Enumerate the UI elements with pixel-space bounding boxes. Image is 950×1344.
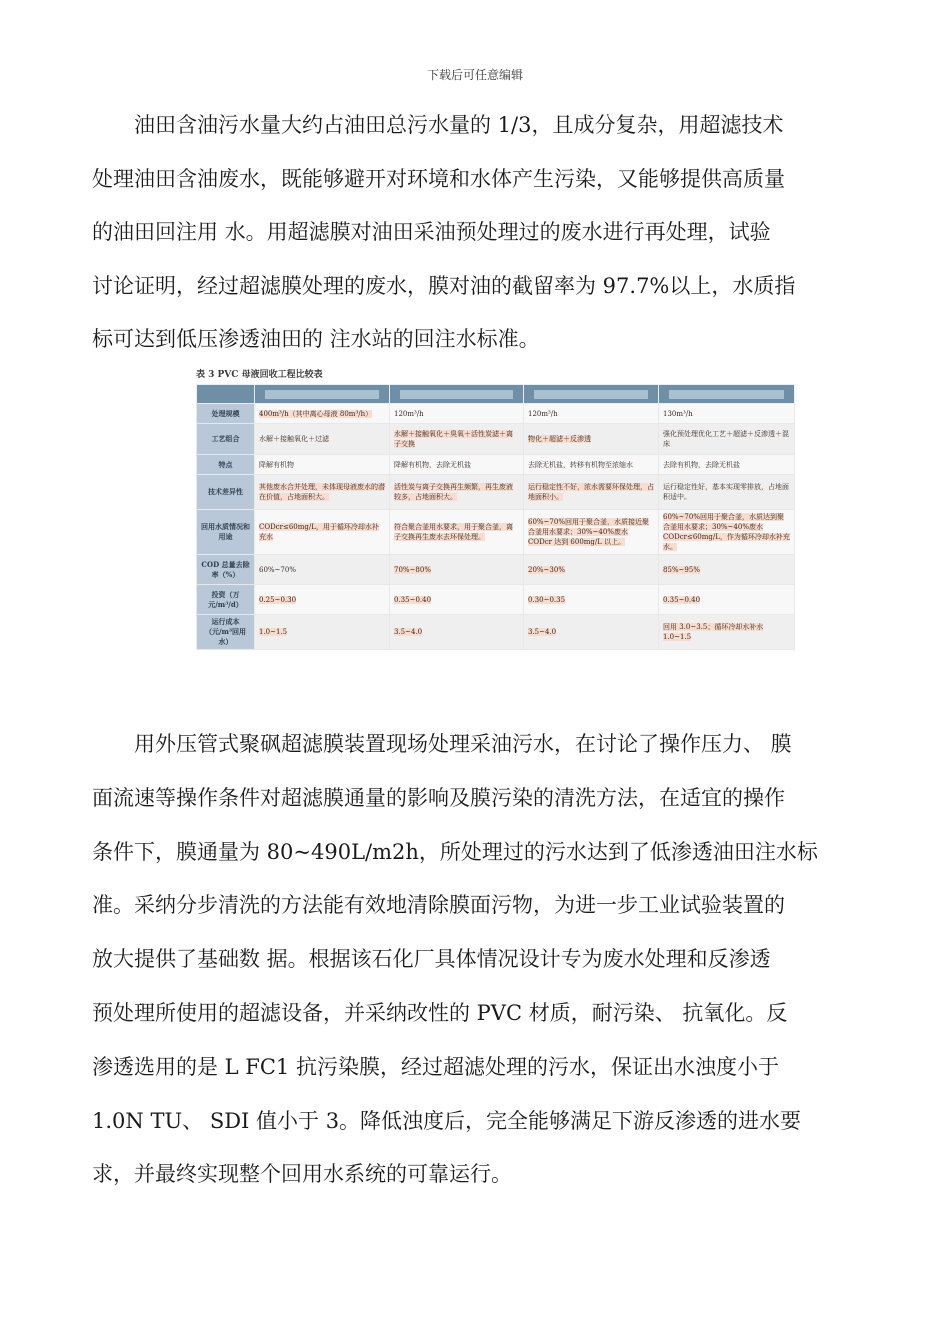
table-cell: 活性炭与离子交换再生频繁，再生废液较多，占地面积大。 <box>390 475 524 510</box>
table-cell: 60%~70%回用于聚合釜，水质达到聚合釜用水要求；30%~40%废水 CODcr≤60mg/L，作为循环冷却水补充水。 <box>659 510 795 555</box>
table-cell: 20%~30% <box>524 555 659 585</box>
table-cell: 85%~95% <box>659 555 795 585</box>
table-cell: 0.35~0.40 <box>390 585 524 615</box>
table-cell: 60%~70% <box>255 555 390 585</box>
table-cell: 符合聚合釜用水要求，用于聚合釜，离子交换再生废水去环保处理。 <box>390 510 524 555</box>
paragraph-line: 预处理所使用的超滤设备，并采纳改性的 PVC 材质，耐污染、 抗氧化。反 <box>92 1000 788 1025</box>
table-cell: 120m³/h <box>524 404 659 424</box>
table-cell: 130m³/h <box>659 404 795 424</box>
table-header-cell <box>659 385 795 404</box>
table-row <box>197 615 795 650</box>
table-cell: 3.5~4.0 <box>390 615 524 650</box>
paragraph-line: 1.0N TU、 SDI 值小于 3。降低浊度后，完全能够满足下游反渗透的进水要 <box>92 1108 802 1133</box>
table-row <box>197 424 795 455</box>
table-cell: 运行稳定性不好，浓水需要环保处理，占地面积小。 <box>524 475 659 510</box>
table-row <box>197 555 795 585</box>
table-cell: 3.5~4.0 <box>524 615 659 650</box>
table-cell: 水解＋接触氧化＋臭氧＋活性炭滤＋离子交换 <box>390 424 524 455</box>
table-cell: 降解有机物 <box>255 455 390 475</box>
page-header: 下载后可任意编辑 <box>426 68 523 82</box>
table-cell: 降解有机物，去除无机盐 <box>390 455 524 475</box>
paragraph-line: 面流速等操作条件对超滤膜通量的影响及膜污染的清洗方法，在适宜的操作 <box>92 785 785 810</box>
table-cell: CODcr≤60mg/L，用于循环冷却水补充水 <box>255 510 390 555</box>
paragraph-line: 条件下，膜通量为 80~490L/m2h，所处理过的污水达到了低渗透油田注水标 <box>92 839 818 864</box>
table-cell: 水解＋接触氧化＋过滤 <box>255 424 390 455</box>
table-row <box>197 404 795 424</box>
paragraph-line: 渗透选用的是 L FC1 抗污染膜，经过超滤处理的污水，保证出水浊度小于 <box>92 1054 779 1079</box>
table-cell: 去除无机盐，转移有机物至浓缩水 <box>524 455 659 475</box>
table-caption: 表 3 PVC 母液回收工程比较表 <box>196 370 323 380</box>
table-header-cell <box>255 385 390 404</box>
comparison-table <box>196 384 795 650</box>
comparison-table-figure <box>196 368 794 645</box>
row-label: 工艺组合 <box>197 424 255 455</box>
row-label: COD 总量去除率（%） <box>197 555 255 585</box>
paragraph-line: 准。采纳分步清洗的方法能有效地清除膜面污物，为进一步工业试验装置的 <box>92 893 785 918</box>
table-cell: 1.0~1.5 <box>255 615 390 650</box>
table-header-cell <box>390 385 524 404</box>
table-cell: 70%~80% <box>390 555 524 585</box>
table-cell: 物化＋超滤＋反渗透 <box>524 424 659 455</box>
row-label: 投资（万元/m³/d） <box>197 585 255 615</box>
paragraph-line: 放大提供了基础数 据。根据该石化厂具体情况设计专为废水处理和反渗透 <box>92 947 771 972</box>
paragraph-2 <box>92 718 864 1202</box>
table-header-row <box>197 385 795 404</box>
table-cell: 60%~70%回用于聚合釜，水质接近聚合釜用水要求；30%~40%废水 CODcr 达到 600mg/L 以上。 <box>524 510 659 555</box>
table-cell: 其他废水合并处理，未体现母液废水的潜在价值，占地面积大。 <box>255 475 390 510</box>
table-cell: 强化预处理优化工艺＋超滤＋反渗透＋混床 <box>659 424 795 455</box>
table-row <box>197 510 795 555</box>
row-label: 技术差异性 <box>197 475 255 510</box>
table-cell: 0.30~0.35 <box>524 585 659 615</box>
paragraph-1 <box>92 99 864 367</box>
paragraph-line: 油田含油污水量大约占油田总污水量的 1/3，且成分复杂，用超滤技术 <box>134 113 784 137</box>
table-cell: 120m³/h <box>390 404 524 424</box>
table-cell: 去除有机物，去除无机盐 <box>659 455 795 475</box>
table-row <box>197 585 795 615</box>
table-row <box>197 455 795 475</box>
table-cell: 0.25~0.30 <box>255 585 390 615</box>
paragraph-line: 处理油田含油废水，既能够避开对环境和水体产生污染，又能够提供高质量 <box>92 166 785 191</box>
table-cell: 回用 3.0~3.5；循环冷却水补水 1.0~1.5 <box>659 615 795 650</box>
paragraph-line: 的油田回注用 水。用超滤膜对油田采油预处理过的废水进行再处理，试验 <box>92 220 771 245</box>
paragraph-line: 求，并最终实现整个回用水系统的可靠运行。 <box>92 1162 512 1187</box>
row-label: 回用水质情况和用途 <box>197 510 255 555</box>
table-cell: 400m³/h（其中离心母液 80m³/h） <box>255 404 390 424</box>
paragraph-line: 讨论证明，经过超滤膜处理的废水，膜对油的截留率为 97.7%以上，水质指 <box>92 273 796 298</box>
row-label: 特点 <box>197 455 255 475</box>
table-cell: 0.35~0.40 <box>659 585 795 615</box>
row-label: 处理规模 <box>197 404 255 424</box>
row-label: 运行成本（元/m³回用水） <box>197 615 255 650</box>
paragraph-line: 用外压管式聚砜超滤膜装置现场处理采油污水，在讨论了操作压力、 膜 <box>134 732 792 756</box>
table-row <box>197 475 795 510</box>
paragraph-line: 标可达到低压渗透油田的 注水站的回注水标准。 <box>92 327 540 352</box>
table-header-cell <box>197 385 255 404</box>
table-cell: 运行稳定性好，基本实现零排放，占地面积适中。 <box>659 475 795 510</box>
table-header-cell <box>524 385 659 404</box>
